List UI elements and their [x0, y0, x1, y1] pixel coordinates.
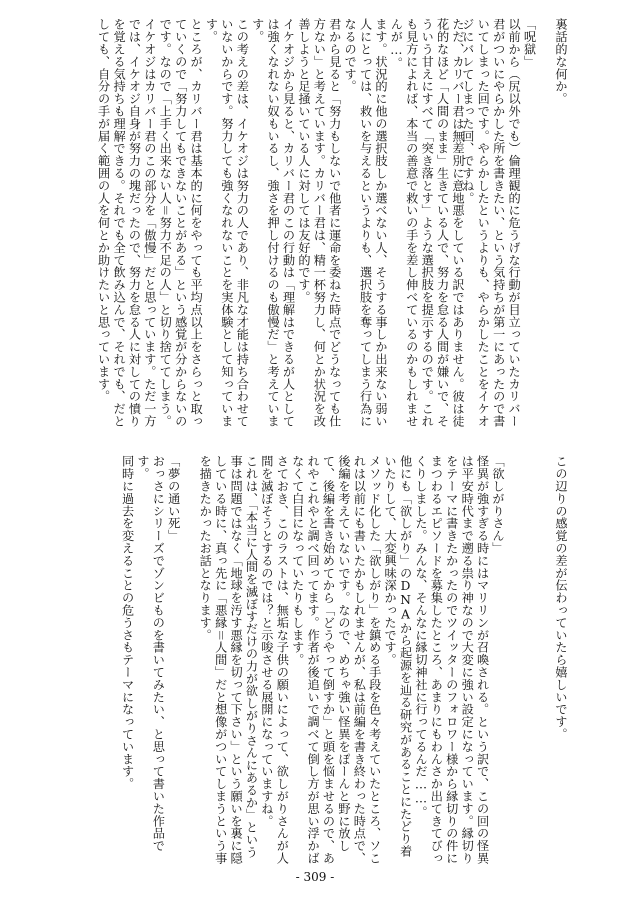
paragraph: イケオジから見ると、カリバー君のこの行動は「理解はできるが人としては強くなれない奴もいるし、強さを押し付けるのも傲慢だ」と考えています。 — [250, 18, 296, 428]
paragraph: 他にも「欲しがり」のDNAから起源を辿る研究があることにたどり着いたりして、大変興味深かったです。 — [383, 455, 413, 858]
paragraph: ます。状況的に他の選択肢しか選べない人、そうする事しか出来ない弱い人にとっては、救いを与えるというよりも、選択肢を奪ってしまう行為になるのです。 — [343, 18, 388, 428]
text-column-bottom-left — [35, 455, 505, 865]
paragraph: この考えの差は、イケオジは努力の人であり、非凡な才能は持ち合わせていないからです。努力しても強くなれないことを実体験として知っています。 — [204, 18, 250, 428]
paragraph: この辺りの感覚の差が伝わっていたら嬉しいです。 — [554, 455, 568, 741]
section-title-hoshigari: 「欲しがりさん」 — [491, 455, 505, 555]
paragraph: さておき、このラストは、無垢な子供の願いによって、欲しがりさんが人間を滅ぼそうとするのでは？と示唆させる展開になっていますね。 — [259, 455, 290, 865]
page-number: - 309 - — [295, 870, 335, 884]
section-title-jugoku: 「呪獄」 — [522, 18, 537, 68]
paragraph: イケオジはカリバー君のこの部分を「傲慢」だと思っています。ただ一方では、イケオジ自身が努力の塊だったので、努力を怠る人に対しての憤りを覚える気持ちも理解できる。それでも全て飲み込んで、それでも、だとしても、自分の手が届く範囲の人を何とか助けたいと思っています。 — [96, 18, 157, 428]
paragraph: ただ、カリバー君は無差別に意地悪をしている訳ではありません。彼は徒花的なほど「人間のまま」生きている人で、努力を怠る人間が嫌いで、そういう甘えにすべて「突き落とす」ような選択肢を提示するのです。これも見方によれば、本当の善意で救いの手を差し伸べているのかもしれませんが…。 — [389, 18, 465, 428]
heading-urabanashi: 裏話的な何か。 — [554, 18, 568, 105]
paragraph: これは、「本当に人間を滅ぼすだけの力が欲しがりさんにあるか」という事は問題ではなく「地球を汚す悪縁を切って下さい」という願いを裏に隠している時に、真っ先に「悪縁＝人間」だと想像がついてしまうという事を描きたかったお話となります。 — [198, 455, 259, 865]
paragraph: 以前から（尻以外でも）倫理観的に危うげな行動が目立っていたカリバー君がついにやらかした所を書きたい、という気持ちが第一にあったので書いてしまった回です。やらかしたというよりも、やらかしたことをイケオジにバレてしまった回、ですね。 — [460, 18, 522, 428]
paragraph: 同時に過去を変えることの危うさもテーマになっています。 — [120, 455, 135, 790]
paragraph: 君から見ると「努力もしないで他者に運命を委ねた時点でどうなっても仕方ない」と考えています。カリバー君は、精一杯努力し、何とか状況を改善しようと足掻いている人に対しては友好的です。 — [296, 18, 342, 428]
paragraph: ところが、カリバー君は基本的に何をやっても平均点以上をさらっと取っていくので「努力してもできないことがある」という感覚が分からないのです。なので「上手く出来ない人＝努力不足の人」と切り捨ててしまう。 — [158, 18, 204, 428]
paragraph: 怪異が強すぎる時にはマリリンが召喚される。という訳で、この回の怪異は平安時代まで遡る祟り神なので大変に強い設定になっています。縁切りをテーマに書きたかったのでツイッターのフォロワー様から縁切りの件にまつわるエピソードを募集したところ、あまりにもわんさか出てきてびっくりしました。みんな、そんなに縁切神社に行ってるんだ……。 — [413, 455, 490, 865]
text-column-bottom-right — [538, 455, 568, 865]
text-column-top-left — [35, 18, 465, 438]
text-column-top-right — [460, 18, 568, 438]
paragraph: メソッド化した「欲しがり」を鎮める手段を色々考えていたところ、ソこれは以前にも書いたかもしれませんが、私は前編を書き終わった時点で、後編を考えていないです。なので、めちゃ強い怪異をぽーんと野に放して、後編を書き始めてから「どうやって倒すか」と頭を悩ませるので、あれやこれやと調べ回ってます。作者が後追いで調べて倒し方が思い浮かばなくて白目になっていたりもします。 — [290, 455, 382, 865]
paragraph: おっさにシリーズでゾンビものを書いてみたい、と思って書いた作品です。 — [135, 455, 166, 852]
section-title-yume: 「夢の通い死」 — [166, 455, 181, 542]
